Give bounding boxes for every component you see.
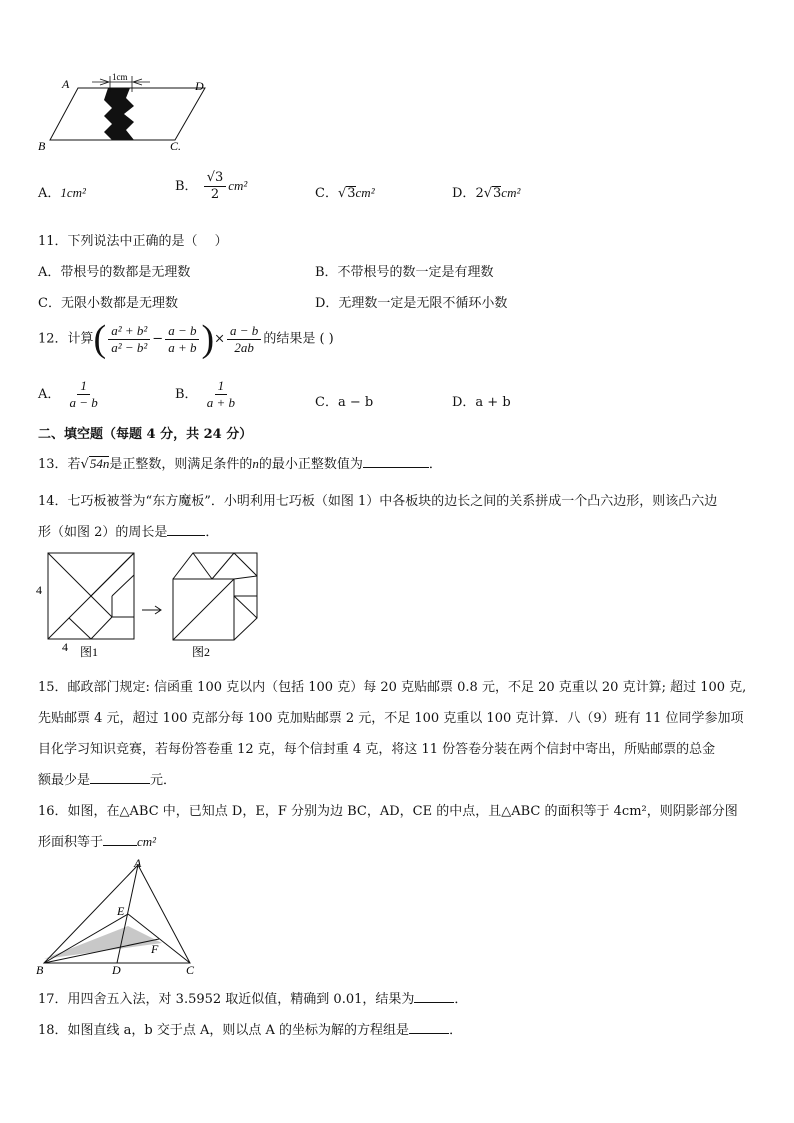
- q14-end: ．: [205, 525, 219, 540]
- fraction-3: [227, 323, 261, 356]
- answer-blank[interactable]: [363, 455, 429, 468]
- radical-sign: √: [337, 186, 347, 201]
- unit: cm²: [501, 185, 521, 200]
- q13: [38, 453, 442, 472]
- q17-pre: 17．用四舍五入法，对 3.5952 取近似值，精确到 0.01，结果为: [38, 992, 415, 1007]
- denominator: a + b: [168, 339, 197, 355]
- numerator: a² + b²: [108, 323, 150, 340]
- fraction-1: [108, 323, 150, 356]
- q10-option-c: [315, 182, 375, 201]
- q13-end: ．: [428, 457, 442, 472]
- label-D: D: [195, 79, 204, 93]
- denominator: a² − b²: [111, 339, 148, 355]
- q10-option-d: [452, 182, 520, 201]
- q15-line1: 15．邮政部门规定: 信函重 100 克以内（包括 100 克）每 20 克贴邮票 0.8 元，不足 20 克重以 20 克计算; 超过 100 克,: [38, 680, 747, 695]
- radical-sign: √: [483, 186, 493, 201]
- q17-end: ．: [454, 992, 468, 1007]
- option-label: A．: [38, 387, 61, 402]
- denominator: 2: [210, 187, 220, 202]
- option-label: B．: [175, 387, 198, 402]
- label-F: F: [151, 942, 159, 956]
- close-paren: ): [201, 318, 215, 360]
- q12-tail: 的结果是 ( ): [263, 331, 334, 347]
- q10-option-a: [38, 182, 86, 201]
- fraction-2: [165, 323, 199, 356]
- tangram-figures: [30, 548, 270, 663]
- denominator: a − b: [69, 395, 98, 410]
- numerator: a − b: [165, 323, 199, 340]
- radicand: 3: [347, 186, 356, 201]
- q16-line2: [38, 831, 156, 850]
- q11-option-c: C．无限小数都是无理数: [38, 296, 178, 311]
- label-C: C: [186, 963, 195, 977]
- q11-option-b: B．不带根号的数一定是有理数: [315, 265, 494, 280]
- q12-option-c: C．a − b: [315, 395, 374, 410]
- fig1-caption: 图1: [80, 645, 99, 659]
- option-label: B．: [175, 179, 198, 194]
- label-E: E: [117, 904, 125, 918]
- parallelogram-figure: [30, 70, 220, 160]
- radicand: 54n: [89, 456, 110, 471]
- answer-blank[interactable]: [409, 1021, 449, 1034]
- label-B: B: [38, 139, 46, 153]
- q18-pre: 18．如图直线 a，b 交于点 A，则以点 A 的坐标为解的方程组是: [38, 1023, 410, 1038]
- q11-option-a: A．带根号的数都是无理数: [38, 265, 191, 280]
- q15-end: 元．: [150, 773, 177, 788]
- unit: cm²: [355, 185, 375, 200]
- fig1-side-label: 4: [36, 583, 42, 597]
- figure-2: [173, 553, 257, 640]
- q14-line2-pre: 形（如图 2）的周长是: [38, 525, 168, 540]
- coefficient: 2: [475, 186, 484, 201]
- unit: cm²: [137, 834, 157, 849]
- fig2-caption: 图2: [192, 645, 211, 659]
- option-label: D．: [452, 186, 476, 201]
- q10-option-b: [175, 170, 247, 203]
- label-B: B: [36, 963, 44, 977]
- radicand: 3: [493, 186, 502, 201]
- numerator: 1: [215, 378, 228, 395]
- fraction: [204, 378, 238, 411]
- denominator: a + b: [206, 395, 235, 410]
- numerator: √3: [204, 170, 227, 187]
- answer-blank[interactable]: [167, 523, 205, 536]
- answer-blank[interactable]: [103, 833, 137, 846]
- q17: [38, 988, 467, 1007]
- variable: n: [252, 456, 259, 471]
- minus-sign: −: [152, 331, 164, 347]
- q15-line3: 目化学习知识竞赛，若每份答卷重 12 克，每个信封重 4 克，将这 11 份答卷分装在两个信封中寄出，所贴邮票的总金: [38, 742, 716, 757]
- q12-stem: [38, 320, 334, 358]
- q13-post2: 的最小正整数值为: [258, 457, 363, 472]
- fraction: [67, 378, 101, 411]
- answer-blank[interactable]: [90, 771, 150, 784]
- radical-sign: √: [80, 457, 89, 472]
- label-A: A: [62, 77, 70, 91]
- label-D: D: [112, 963, 121, 977]
- unit: cm²: [228, 178, 248, 193]
- q16-line2-pre: 形面积等于: [38, 835, 104, 850]
- triangle-figure: [30, 855, 210, 980]
- section-heading: 二、填空题（每题 4 分，共 24 分）: [38, 427, 253, 442]
- open-paren: (: [93, 318, 107, 360]
- q11-stem: 11．下列说法中正确的是（ ）: [38, 234, 228, 249]
- q12-option-b: [175, 378, 240, 411]
- q15-line4-pre: 额最少是: [38, 773, 91, 788]
- q16-line1: 16．如图，在△ABC 中，已知点 D，E，F 分别为边 BC，AD，CE 的中点，且△ABC 的面积等于 4cm²，则阴影部分图: [38, 804, 738, 819]
- q12-option-d: D．a + b: [452, 395, 511, 410]
- q12-lead: 12．计算: [38, 331, 94, 347]
- q15-line2: 先贴邮票 4 元，超过 100 克部分每 100 克加贴邮票 2 元，不足 100 克重以 100 克计算．八（9）班有 11 位同学参加项: [38, 711, 744, 726]
- q15-line4: [38, 769, 176, 788]
- q18: [38, 1019, 462, 1038]
- label-A: A: [134, 856, 142, 870]
- fig1-bottom-label: 4: [62, 640, 68, 654]
- q13-pre: 13．若: [38, 457, 81, 472]
- numerator: a − b: [227, 323, 261, 340]
- q13-post1: 是正整数，则满足条件的: [109, 457, 253, 472]
- fraction: [204, 170, 227, 203]
- q14-line2: [38, 521, 218, 540]
- width-label: 1cm: [112, 72, 128, 82]
- answer-blank[interactable]: [414, 990, 454, 1003]
- option-value: 1cm²: [60, 185, 86, 200]
- option-label: A．: [38, 186, 61, 201]
- label-C: C.: [170, 139, 182, 153]
- q18-end: ．: [449, 1023, 463, 1038]
- figure-1: [48, 553, 134, 639]
- numerator: 1: [77, 378, 90, 395]
- q14-line1: 14．七巧板被誉为“东方魔板”．小明利用七巧板（如图 1）中各板块的边长之间的关系拼成一个凸六边形，则该凸六边: [38, 494, 718, 509]
- option-label: C．: [315, 186, 338, 201]
- q11-option-d: D．无理数一定是无限不循环小数: [315, 296, 508, 311]
- q12-option-a: [38, 378, 103, 411]
- denominator: 2ab: [234, 339, 254, 355]
- times-sign: ×: [214, 331, 226, 347]
